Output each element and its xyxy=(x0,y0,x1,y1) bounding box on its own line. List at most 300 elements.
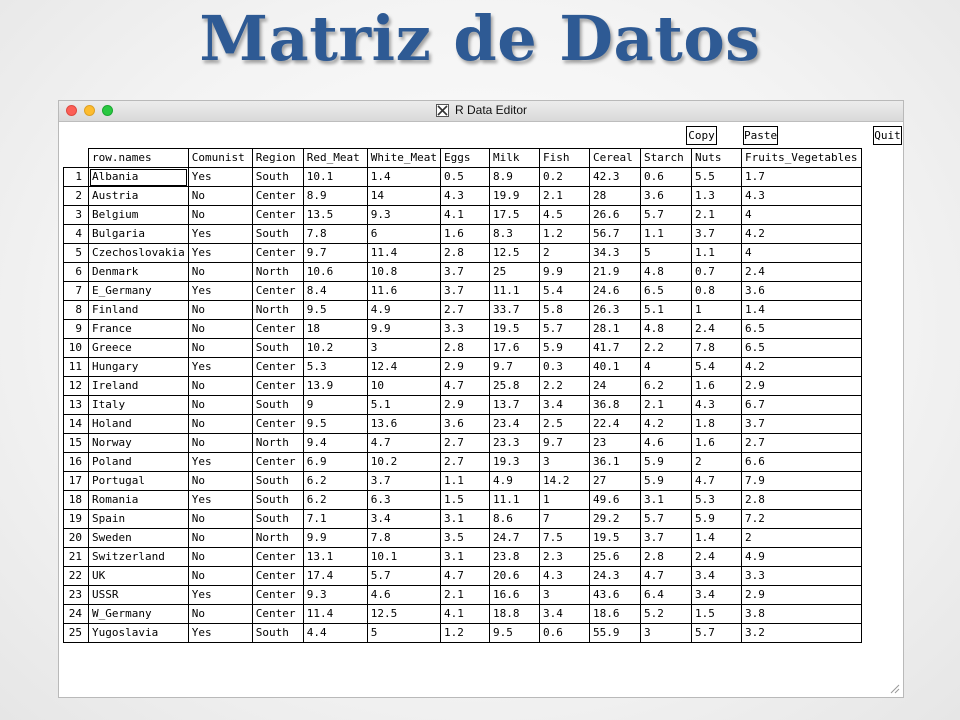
table-cell[interactable]: 33.7 xyxy=(489,301,539,320)
column-header[interactable]: Fruits_Vegetables xyxy=(741,149,861,168)
table-cell[interactable]: Belgium xyxy=(89,206,189,225)
table-cell[interactable]: 24 xyxy=(589,377,640,396)
table-cell[interactable]: 5 xyxy=(640,244,691,263)
table-cell[interactable]: 5.9 xyxy=(539,339,589,358)
table-cell[interactable]: 25.6 xyxy=(589,548,640,567)
row-index[interactable]: 12 xyxy=(64,377,89,396)
table-cell[interactable]: 2.1 xyxy=(539,187,589,206)
table-cell[interactable]: 17.5 xyxy=(489,206,539,225)
table-cell[interactable]: 4.2 xyxy=(741,358,861,377)
table-cell[interactable]: 4.7 xyxy=(440,567,489,586)
table-cell[interactable]: 10 xyxy=(367,377,440,396)
table-cell[interactable]: 41.7 xyxy=(589,339,640,358)
table-cell[interactable]: 5.5 xyxy=(691,168,741,187)
table-cell[interactable]: 2 xyxy=(741,529,861,548)
table-cell[interactable]: 2 xyxy=(691,453,741,472)
table-cell[interactable]: 2.7 xyxy=(440,434,489,453)
table-cell[interactable]: 2.9 xyxy=(741,377,861,396)
table-cell[interactable]: 6.5 xyxy=(640,282,691,301)
table-cell[interactable]: 4.9 xyxy=(367,301,440,320)
table-cell[interactable]: No xyxy=(188,301,252,320)
copy-button[interactable]: Copy xyxy=(686,126,717,145)
table-cell[interactable]: No xyxy=(188,396,252,415)
table-cell[interactable]: 4.6 xyxy=(640,434,691,453)
table-cell[interactable]: 0.7 xyxy=(691,263,741,282)
table-cell[interactable]: 2.4 xyxy=(691,548,741,567)
table-cell[interactable]: 3 xyxy=(539,586,589,605)
table-cell[interactable]: North xyxy=(252,301,303,320)
row-index[interactable]: 1 xyxy=(64,168,89,187)
table-cell[interactable]: 2.2 xyxy=(640,339,691,358)
table-cell[interactable]: 9.7 xyxy=(303,244,367,263)
table-cell[interactable]: 7 xyxy=(539,510,589,529)
table-cell[interactable]: 8.3 xyxy=(489,225,539,244)
row-index[interactable]: 15 xyxy=(64,434,89,453)
table-cell[interactable]: 5.4 xyxy=(539,282,589,301)
row-index[interactable]: 23 xyxy=(64,586,89,605)
table-cell[interactable]: 2.8 xyxy=(440,339,489,358)
table-cell[interactable]: Czechoslovakia xyxy=(89,244,189,263)
table-cell[interactable]: 1.2 xyxy=(440,624,489,643)
table-cell[interactable]: 3.7 xyxy=(691,225,741,244)
table-cell[interactable]: 4.3 xyxy=(741,187,861,206)
table-cell[interactable]: 4.6 xyxy=(367,586,440,605)
table-cell[interactable]: Norway xyxy=(89,434,189,453)
resize-grip-icon[interactable] xyxy=(889,683,900,694)
table-cell[interactable]: 1.4 xyxy=(367,168,440,187)
table-cell[interactable]: 3.7 xyxy=(741,415,861,434)
table-cell[interactable]: 5.9 xyxy=(640,453,691,472)
table-cell[interactable]: 10.2 xyxy=(303,339,367,358)
table-cell[interactable]: Yes xyxy=(188,225,252,244)
table-cell[interactable]: 4 xyxy=(741,206,861,225)
table-cell[interactable]: 2.9 xyxy=(440,396,489,415)
table-cell[interactable]: W_Germany xyxy=(89,605,189,624)
table-cell[interactable]: 2.1 xyxy=(440,586,489,605)
table-cell[interactable]: 3.4 xyxy=(539,396,589,415)
close-icon[interactable] xyxy=(66,105,77,116)
table-cell[interactable]: 3.7 xyxy=(640,529,691,548)
table-cell[interactable]: 0.2 xyxy=(539,168,589,187)
table-cell[interactable]: 9.3 xyxy=(303,586,367,605)
table-cell[interactable]: Yes xyxy=(188,624,252,643)
table-cell[interactable]: 5.3 xyxy=(303,358,367,377)
table-cell[interactable]: 5.7 xyxy=(640,510,691,529)
table-cell[interactable]: 2.8 xyxy=(640,548,691,567)
row-index[interactable]: 3 xyxy=(64,206,89,225)
table-cell[interactable]: 19.5 xyxy=(589,529,640,548)
table-cell[interactable]: Center xyxy=(252,358,303,377)
table-cell[interactable]: 4.1 xyxy=(440,605,489,624)
table-cell[interactable]: 7.8 xyxy=(691,339,741,358)
table-cell[interactable]: 5.8 xyxy=(539,301,589,320)
table-cell[interactable]: No xyxy=(188,187,252,206)
table-cell[interactable]: 9.7 xyxy=(539,434,589,453)
column-header[interactable]: Eggs xyxy=(440,149,489,168)
table-cell[interactable]: 4.9 xyxy=(489,472,539,491)
table-cell[interactable]: 28 xyxy=(589,187,640,206)
table-cell[interactable]: 6.2 xyxy=(640,377,691,396)
table-cell[interactable]: 2.2 xyxy=(539,377,589,396)
table-cell[interactable]: Center xyxy=(252,415,303,434)
table-cell[interactable]: 1.1 xyxy=(691,244,741,263)
table-cell[interactable]: 4.8 xyxy=(640,263,691,282)
paste-button[interactable]: Paste xyxy=(743,126,778,145)
table-cell[interactable]: 1 xyxy=(691,301,741,320)
table-cell[interactable]: 14.2 xyxy=(539,472,589,491)
table-cell[interactable]: 36.1 xyxy=(589,453,640,472)
table-cell[interactable]: South xyxy=(252,168,303,187)
table-cell[interactable]: 55.9 xyxy=(589,624,640,643)
row-index[interactable]: 7 xyxy=(64,282,89,301)
table-cell[interactable]: 3.1 xyxy=(440,510,489,529)
table-cell[interactable]: 1.7 xyxy=(741,168,861,187)
table-cell[interactable]: 2.1 xyxy=(691,206,741,225)
table-cell[interactable]: 4.7 xyxy=(640,567,691,586)
table-cell[interactable]: 4.2 xyxy=(741,225,861,244)
row-index[interactable]: 21 xyxy=(64,548,89,567)
table-cell[interactable]: 24.6 xyxy=(589,282,640,301)
table-cell[interactable]: Center xyxy=(252,206,303,225)
column-header[interactable]: Region xyxy=(252,149,303,168)
table-cell[interactable]: 0.3 xyxy=(539,358,589,377)
table-cell[interactable]: 3.4 xyxy=(539,605,589,624)
table-cell[interactable]: 4.3 xyxy=(539,567,589,586)
table-cell[interactable]: South xyxy=(252,225,303,244)
row-index[interactable]: 14 xyxy=(64,415,89,434)
table-cell[interactable]: France xyxy=(89,320,189,339)
row-index[interactable]: 22 xyxy=(64,567,89,586)
table-cell[interactable]: 4.1 xyxy=(440,206,489,225)
table-cell[interactable]: 6.7 xyxy=(741,396,861,415)
row-index[interactable]: 24 xyxy=(64,605,89,624)
row-index[interactable]: 9 xyxy=(64,320,89,339)
table-cell[interactable]: 1.6 xyxy=(691,434,741,453)
table-cell[interactable]: 25 xyxy=(489,263,539,282)
table-cell[interactable]: 7.9 xyxy=(741,472,861,491)
table-cell[interactable]: Center xyxy=(252,282,303,301)
table-cell[interactable]: 19.9 xyxy=(489,187,539,206)
table-cell[interactable]: 2.9 xyxy=(440,358,489,377)
table-cell[interactable]: 5.9 xyxy=(640,472,691,491)
table-cell[interactable]: 2.8 xyxy=(440,244,489,263)
table-cell[interactable]: 7.1 xyxy=(303,510,367,529)
table-cell[interactable]: Romania xyxy=(89,491,189,510)
table-cell[interactable]: 3 xyxy=(640,624,691,643)
table-cell[interactable]: 10.8 xyxy=(367,263,440,282)
table-cell[interactable]: 9.9 xyxy=(303,529,367,548)
table-cell[interactable]: 36.8 xyxy=(589,396,640,415)
table-cell[interactable]: 29.2 xyxy=(589,510,640,529)
table-cell[interactable]: 6 xyxy=(367,225,440,244)
table-cell[interactable]: 1.5 xyxy=(691,605,741,624)
table-cell[interactable]: 9.3 xyxy=(367,206,440,225)
column-header[interactable]: Cereal xyxy=(589,149,640,168)
table-cell[interactable]: 3.4 xyxy=(691,567,741,586)
table-cell[interactable]: 11.1 xyxy=(489,491,539,510)
table-cell[interactable]: 19.5 xyxy=(489,320,539,339)
table-cell[interactable]: No xyxy=(188,529,252,548)
table-cell[interactable]: 5 xyxy=(367,624,440,643)
table-cell[interactable]: 10.6 xyxy=(303,263,367,282)
table-cell[interactable]: Center xyxy=(252,586,303,605)
table-cell[interactable]: 3.7 xyxy=(367,472,440,491)
table-cell[interactable]: Yes xyxy=(188,453,252,472)
table-cell[interactable]: 21.9 xyxy=(589,263,640,282)
table-cell[interactable]: No xyxy=(188,377,252,396)
table-cell[interactable]: 16.6 xyxy=(489,586,539,605)
table-cell[interactable]: No xyxy=(188,605,252,624)
table-cell[interactable]: 3.7 xyxy=(440,263,489,282)
table-cell[interactable]: 5.4 xyxy=(691,358,741,377)
column-header[interactable]: Starch xyxy=(640,149,691,168)
table-cell[interactable]: No xyxy=(188,415,252,434)
table-cell[interactable]: 8.6 xyxy=(489,510,539,529)
column-header[interactable]: White_Meat xyxy=(367,149,440,168)
table-cell[interactable]: 34.3 xyxy=(589,244,640,263)
column-header[interactable]: Milk xyxy=(489,149,539,168)
table-cell[interactable]: E_Germany xyxy=(89,282,189,301)
table-cell[interactable]: UK xyxy=(89,567,189,586)
table-cell[interactable]: 1.4 xyxy=(691,529,741,548)
table-cell[interactable]: 1.4 xyxy=(741,301,861,320)
table-cell[interactable]: 3.2 xyxy=(741,624,861,643)
table-cell[interactable]: 23 xyxy=(589,434,640,453)
table-cell[interactable]: 6.2 xyxy=(303,491,367,510)
row-index[interactable]: 20 xyxy=(64,529,89,548)
table-cell[interactable]: South xyxy=(252,510,303,529)
table-cell[interactable]: 7.8 xyxy=(303,225,367,244)
table-cell[interactable]: 2.4 xyxy=(691,320,741,339)
table-cell[interactable]: Center xyxy=(252,377,303,396)
table-cell[interactable]: 13.7 xyxy=(489,396,539,415)
table-cell[interactable]: No xyxy=(188,263,252,282)
table-cell[interactable]: 3.3 xyxy=(440,320,489,339)
table-cell[interactable]: 13.9 xyxy=(303,377,367,396)
window-titlebar[interactable] xyxy=(59,101,903,122)
table-cell[interactable]: 6.6 xyxy=(741,453,861,472)
table-cell[interactable]: 7.8 xyxy=(367,529,440,548)
table-cell[interactable]: 4.2 xyxy=(640,415,691,434)
table-cell[interactable]: 18.6 xyxy=(589,605,640,624)
column-header[interactable]: Comunist xyxy=(188,149,252,168)
table-cell[interactable]: 2.1 xyxy=(640,396,691,415)
table-cell[interactable]: 3.8 xyxy=(741,605,861,624)
table-cell[interactable]: 6.3 xyxy=(367,491,440,510)
table-cell[interactable]: 1.3 xyxy=(691,187,741,206)
table-cell[interactable]: 9.5 xyxy=(303,301,367,320)
table-cell[interactable]: 6.9 xyxy=(303,453,367,472)
table-cell[interactable]: 6.4 xyxy=(640,586,691,605)
table-cell[interactable]: 1.1 xyxy=(440,472,489,491)
table-cell[interactable]: 12.4 xyxy=(367,358,440,377)
table-cell[interactable]: 22.4 xyxy=(589,415,640,434)
zoom-icon[interactable] xyxy=(102,105,113,116)
table-cell[interactable]: 3.7 xyxy=(440,282,489,301)
table-cell[interactable]: 0.6 xyxy=(539,624,589,643)
table-cell[interactable]: South xyxy=(252,396,303,415)
quit-button[interactable]: Quit xyxy=(873,126,902,145)
table-cell[interactable]: 5.3 xyxy=(691,491,741,510)
table-cell[interactable]: 8.9 xyxy=(489,168,539,187)
table-cell[interactable]: 7.5 xyxy=(539,529,589,548)
minimize-icon[interactable] xyxy=(84,105,95,116)
table-cell[interactable]: 4.9 xyxy=(741,548,861,567)
table-cell[interactable]: 14 xyxy=(367,187,440,206)
table-cell[interactable]: Poland xyxy=(89,453,189,472)
table-cell[interactable]: Yes xyxy=(188,491,252,510)
table-cell[interactable]: 4.5 xyxy=(539,206,589,225)
table-cell[interactable]: 2.7 xyxy=(440,301,489,320)
row-index[interactable]: 6 xyxy=(64,263,89,282)
table-cell[interactable]: 56.7 xyxy=(589,225,640,244)
row-index[interactable]: 16 xyxy=(64,453,89,472)
column-header[interactable]: row.names xyxy=(89,149,189,168)
table-cell[interactable]: 11.1 xyxy=(489,282,539,301)
table-cell[interactable]: 1.5 xyxy=(440,491,489,510)
table-cell[interactable]: No xyxy=(188,548,252,567)
table-cell[interactable]: 5.2 xyxy=(640,605,691,624)
table-cell[interactable]: Greece xyxy=(89,339,189,358)
table-cell[interactable]: 26.6 xyxy=(589,206,640,225)
table-cell[interactable]: 3.6 xyxy=(741,282,861,301)
table-cell[interactable]: 2.3 xyxy=(539,548,589,567)
table-cell[interactable]: 10.1 xyxy=(303,168,367,187)
table-cell[interactable]: 10.1 xyxy=(367,548,440,567)
table-cell[interactable]: 3.1 xyxy=(440,548,489,567)
table-cell[interactable]: 4 xyxy=(741,244,861,263)
table-cell[interactable]: Hungary xyxy=(89,358,189,377)
table-cell[interactable]: 4.7 xyxy=(367,434,440,453)
table-cell[interactable]: No xyxy=(188,567,252,586)
table-cell[interactable]: 1.1 xyxy=(640,225,691,244)
table-cell[interactable]: 0.8 xyxy=(691,282,741,301)
table-cell[interactable]: 4.7 xyxy=(440,377,489,396)
table-cell[interactable]: 17.6 xyxy=(489,339,539,358)
table-cell[interactable]: USSR xyxy=(89,586,189,605)
table-cell[interactable]: 5.7 xyxy=(691,624,741,643)
table-cell[interactable]: Center xyxy=(252,567,303,586)
row-index[interactable]: 10 xyxy=(64,339,89,358)
table-cell[interactable]: 9.5 xyxy=(489,624,539,643)
table-cell[interactable]: South xyxy=(252,472,303,491)
row-index[interactable]: 8 xyxy=(64,301,89,320)
table-cell[interactable]: 2.8 xyxy=(741,491,861,510)
table-cell[interactable]: Italy xyxy=(89,396,189,415)
table-cell[interactable]: No xyxy=(188,472,252,491)
table-cell[interactable]: 23.8 xyxy=(489,548,539,567)
row-index[interactable]: 25 xyxy=(64,624,89,643)
column-header[interactable]: Fish xyxy=(539,149,589,168)
table-cell[interactable]: 1.2 xyxy=(539,225,589,244)
table-cell[interactable]: 3.6 xyxy=(640,187,691,206)
row-index[interactable]: 11 xyxy=(64,358,89,377)
row-index[interactable]: 19 xyxy=(64,510,89,529)
row-index[interactable]: 18 xyxy=(64,491,89,510)
table-cell[interactable]: 13.6 xyxy=(367,415,440,434)
table-cell[interactable]: 18.8 xyxy=(489,605,539,624)
table-cell[interactable]: 42.3 xyxy=(589,168,640,187)
table-cell[interactable]: Sweden xyxy=(89,529,189,548)
table-cell[interactable]: Finland xyxy=(89,301,189,320)
table-cell[interactable]: 6.5 xyxy=(741,339,861,358)
table-cell[interactable]: No xyxy=(188,320,252,339)
table-cell[interactable]: Center xyxy=(252,320,303,339)
table-cell[interactable]: 4.8 xyxy=(640,320,691,339)
table-cell[interactable]: 4.4 xyxy=(303,624,367,643)
table-cell[interactable]: 9.4 xyxy=(303,434,367,453)
table-cell[interactable]: Center xyxy=(252,605,303,624)
table-cell[interactable]: 3.3 xyxy=(741,567,861,586)
table-cell[interactable]: 2.4 xyxy=(741,263,861,282)
table-cell[interactable]: Yes xyxy=(188,586,252,605)
table-cell[interactable]: 1.6 xyxy=(691,377,741,396)
table-cell[interactable]: Yes xyxy=(188,244,252,263)
table-cell[interactable]: North xyxy=(252,263,303,282)
table-cell[interactable]: Center xyxy=(252,244,303,263)
table-cell[interactable]: 4.3 xyxy=(440,187,489,206)
table-cell[interactable]: 27 xyxy=(589,472,640,491)
table-cell[interactable]: 18 xyxy=(303,320,367,339)
table-cell[interactable]: Center xyxy=(252,548,303,567)
table-cell[interactable]: 24.3 xyxy=(589,567,640,586)
table-cell[interactable]: 3.4 xyxy=(691,586,741,605)
table-cell[interactable]: 0.5 xyxy=(440,168,489,187)
table-cell[interactable]: Ireland xyxy=(89,377,189,396)
table-cell[interactable]: North xyxy=(252,529,303,548)
table-cell[interactable]: 23.3 xyxy=(489,434,539,453)
table-cell[interactable]: 3.6 xyxy=(440,415,489,434)
table-cell[interactable]: 9 xyxy=(303,396,367,415)
table-cell[interactable]: 4.3 xyxy=(691,396,741,415)
table-cell[interactable]: 4 xyxy=(640,358,691,377)
table-cell[interactable]: Bulgaria xyxy=(89,225,189,244)
table-cell[interactable]: 3.1 xyxy=(640,491,691,510)
table-cell[interactable]: 12.5 xyxy=(489,244,539,263)
table-cell[interactable]: 28.1 xyxy=(589,320,640,339)
table-cell[interactable]: 10.2 xyxy=(367,453,440,472)
table-cell[interactable]: 3.4 xyxy=(367,510,440,529)
table-cell[interactable]: 23.4 xyxy=(489,415,539,434)
table-cell[interactable]: Switzerland xyxy=(89,548,189,567)
table-cell[interactable]: 5.1 xyxy=(367,396,440,415)
table-cell[interactable]: No xyxy=(188,510,252,529)
table-cell[interactable]: South xyxy=(252,624,303,643)
row-index[interactable]: 13 xyxy=(64,396,89,415)
table-cell[interactable]: 17.4 xyxy=(303,567,367,586)
table-cell[interactable]: Denmark xyxy=(89,263,189,282)
table-cell[interactable]: 5.7 xyxy=(640,206,691,225)
table-cell[interactable]: South xyxy=(252,339,303,358)
table-cell[interactable]: 5.7 xyxy=(367,567,440,586)
table-cell[interactable]: 4.7 xyxy=(691,472,741,491)
table-cell[interactable]: Center xyxy=(252,187,303,206)
table-cell[interactable]: 9.5 xyxy=(303,415,367,434)
table-cell[interactable]: 11.6 xyxy=(367,282,440,301)
table-cell[interactable]: No xyxy=(188,339,252,358)
table-cell[interactable]: 3.5 xyxy=(440,529,489,548)
table-cell[interactable]: 7.2 xyxy=(741,510,861,529)
table-cell[interactable]: 0.6 xyxy=(640,168,691,187)
table-cell[interactable]: 49.6 xyxy=(589,491,640,510)
table-cell[interactable]: 2.5 xyxy=(539,415,589,434)
table-cell[interactable]: 12.5 xyxy=(367,605,440,624)
table-cell[interactable]: 20.6 xyxy=(489,567,539,586)
table-cell[interactable]: 11.4 xyxy=(367,244,440,263)
table-cell[interactable]: 8.4 xyxy=(303,282,367,301)
row-index[interactable]: 2 xyxy=(64,187,89,206)
table-cell[interactable]: Yes xyxy=(188,282,252,301)
